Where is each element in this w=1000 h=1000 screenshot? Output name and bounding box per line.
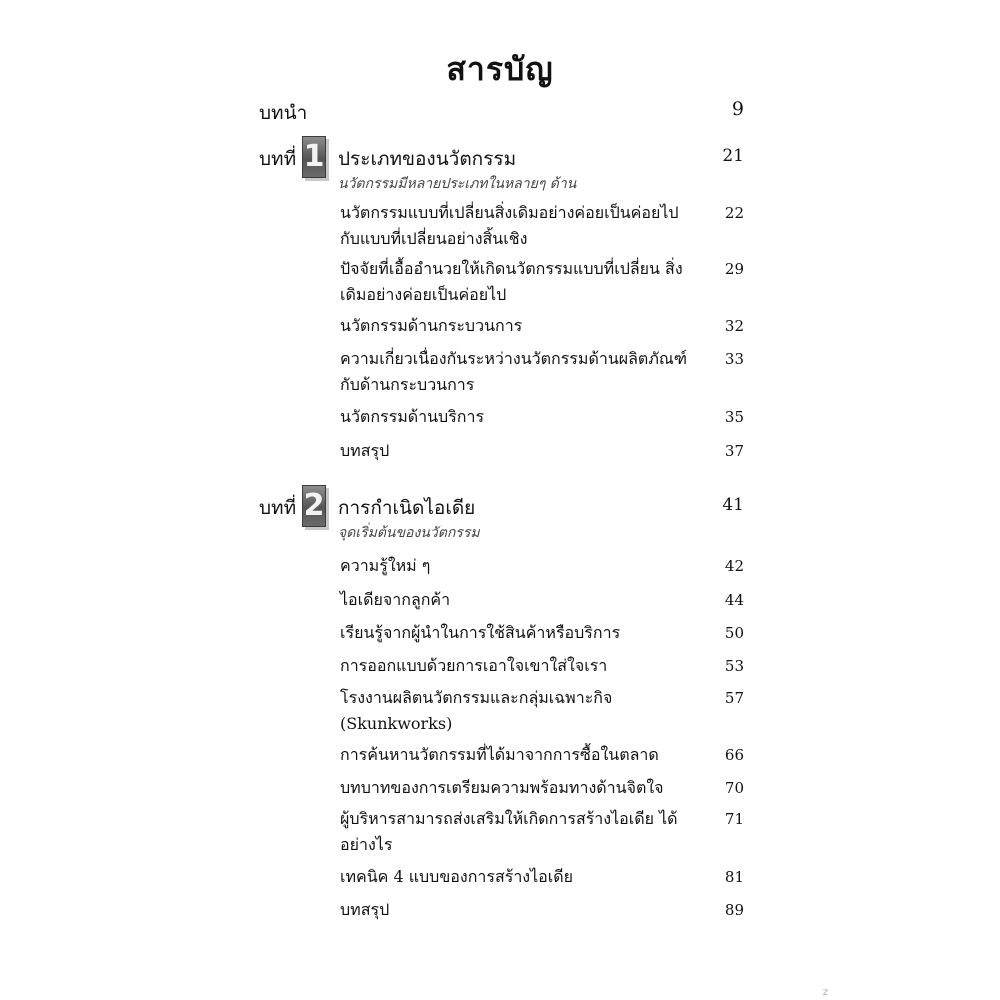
chapter-2-prefix: บทที่ [259,497,297,519]
toc-entry: โรงงานผลิตนวัตกรรมและกลุ่มเฉพาะกิจ (Skunkworks) [340,688,613,733]
toc-entry-page: 53 [724,657,744,675]
toc-entry-page: 66 [724,746,744,764]
chapter-1-prefix: บทที่ [259,148,297,170]
toc-entry-page: 44 [724,591,744,609]
chapter-2-title: การกำเนิดไอเดีย [338,497,476,519]
page-title: สารบัญ [446,50,554,88]
toc-entry: เทคนิค 4 แบบของการสร้างไอเดีย [340,867,574,886]
toc-entry-page: 42 [724,557,744,575]
toc-entry: ผู้บริหารสามารถส่งเสริมให้เกิดการสร้างไอเดีย ได้อย่างไร [340,809,678,854]
chapter-1-page-number: 21 [722,146,744,166]
toc-entry-page: 89 [724,901,744,919]
toc-entry: นวัตกรรมแบบที่เปลี่ยนสิ่งเดิมอย่างค่อยเป็นค่อยไป กับแบบที่เปลี่ยนอย่างสิ้นเชิง [340,203,679,248]
toc-entry-page: 29 [724,260,744,278]
toc-entry: ปัจจัยที่เอื้ออำนวยให้เกิดนวัตกรรมแบบที่เปลี่ยน สิ่งเดิมอย่างค่อยเป็นค่อยไป [340,259,683,304]
toc-entry-page: 35 [724,408,744,426]
toc-entry: นวัตกรรมด้านบริการ [340,407,485,426]
toc-entry-page: 33 [724,350,744,368]
toc-entry-page: 50 [724,624,744,642]
toc-entry: นวัตกรรมด้านกระบวนการ [340,316,523,335]
toc-entry-page: 22 [724,204,744,222]
toc-entry: บทสรุป [340,441,390,460]
toc-entry: เรียนรู้จากผู้นำในการใช้สินค้าหรือบริการ [340,623,621,642]
toc-entry-page: 81 [724,868,744,886]
toc-entry: ความรู้ใหม่ ๆ [340,556,431,575]
toc-entry: ไอเดียจากลูกค้า [340,590,451,609]
toc-entry-page: 70 [724,779,744,797]
chapter-1-badge: 1 [302,136,326,178]
corner-mark: z [822,987,828,998]
chapter-1-subtitle: นวัตกรรมมีหลายประเภทในหลายๆ ด้าน [338,176,577,192]
chapter-2-subtitle: จุดเริ่มต้นของนวัตกรรม [338,525,480,541]
toc-entry: บทบาทของการเตรียมความพร้อมทางด้านจิตใจ [340,778,664,797]
toc-entry-page: 32 [724,317,744,335]
toc-entry: ความเกี่ยวเนื่องกันระหว่างนวัตกรรมด้านผลิตภัณฑ์ กับด้านกระบวนการ [340,349,687,394]
chapter-2-badge: 2 [302,485,326,527]
intro-page-number: 9 [731,98,744,120]
toc-entry: การค้นหานวัตกรรมที่ได้มาจากการซื้อในตลาด [340,745,659,764]
toc-entry: การออกแบบด้วยการเอาใจเขาใส่ใจเรา [340,656,608,675]
toc-entry-page: 57 [724,689,744,707]
toc-entry-page: 71 [724,810,744,828]
chapter-1-title: ประเภทของนวัตกรรม [338,148,517,170]
chapter-2-page-number: 41 [722,495,744,515]
toc-entry-page: 37 [724,442,744,460]
toc-entry: บทสรุป [340,900,390,919]
intro-label: บทนำ [259,102,308,124]
